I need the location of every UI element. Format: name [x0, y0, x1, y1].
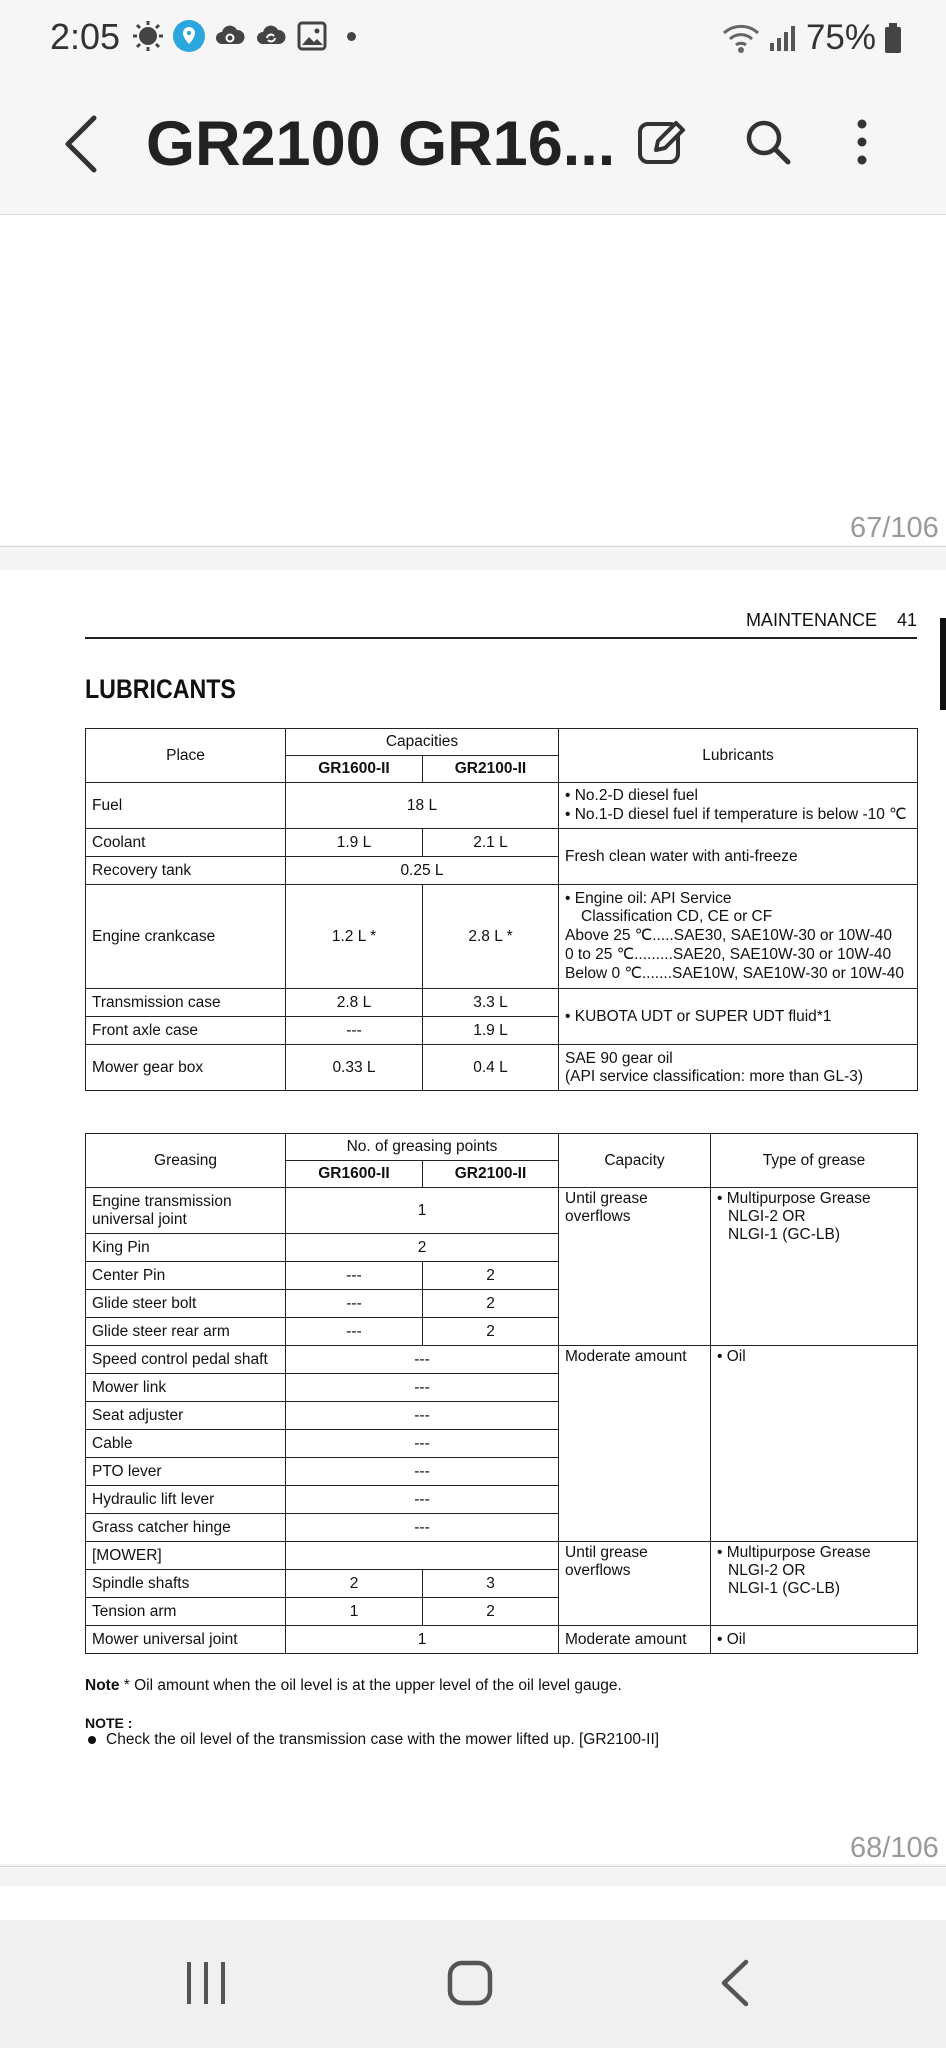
header-cell: Capacities	[286, 729, 559, 756]
page-header	[85, 610, 917, 639]
table-cell: Moderate amount	[559, 1626, 711, 1654]
table-cell: Glide steer rear arm	[86, 1318, 286, 1346]
document-title: GR2100 GR16...	[146, 109, 616, 179]
page-indicator-current: 68/106	[850, 1832, 939, 1864]
table-cell: • Oil	[711, 1346, 918, 1542]
table-cell: Hydraulic lift lever	[86, 1486, 286, 1514]
header-cell: No. of greasing points	[286, 1134, 559, 1161]
bullet-icon	[88, 1736, 96, 1744]
header-cell: Greasing	[86, 1134, 286, 1188]
brightness-icon	[132, 20, 164, 52]
table-cell	[559, 885, 918, 989]
table-cell: Front axle case	[86, 1017, 286, 1045]
table-cell: 2	[286, 1234, 559, 1262]
table-row	[86, 783, 918, 829]
header-cell: GR1600-II	[286, 756, 423, 783]
battery-icon	[884, 22, 902, 54]
table-row	[86, 885, 918, 989]
cell-line: • Multipurpose Grease	[717, 1190, 871, 1207]
table-cell: 1.2 L *	[286, 885, 423, 989]
table-cell: 1	[286, 1626, 559, 1654]
more-notifications-dot	[347, 32, 356, 41]
page-separator	[0, 1866, 946, 1867]
location-app-icon	[173, 20, 205, 52]
table-cell: 3	[423, 1570, 559, 1598]
table-cell: 0.25 L	[286, 857, 559, 885]
table-cell: 2	[423, 1262, 559, 1290]
table-cell: ---	[286, 1514, 559, 1542]
gallery-icon	[296, 20, 328, 52]
lubricants-table	[85, 728, 918, 1091]
table-cell: 3.3 L	[423, 989, 559, 1017]
recent-apps-button[interactable]	[184, 1960, 228, 2006]
table-cell	[711, 1188, 918, 1346]
table-cell: ---	[286, 1486, 559, 1514]
table-cell: • KUBOTA UDT or SUPER UDT fluid*1	[559, 989, 918, 1045]
more-options-icon[interactable]	[834, 114, 890, 170]
table-cell: 0.33 L	[286, 1045, 423, 1091]
table-row	[86, 729, 918, 756]
table-cell	[711, 1542, 918, 1626]
table-cell: Mower gear box	[86, 1045, 286, 1091]
status-bar	[0, 0, 946, 78]
cell-line: 0 to 25 ℃.........SAE20, SAE10W-30 or 10W-40	[565, 946, 892, 963]
header-cell: Type of grease	[711, 1134, 918, 1188]
table-cell: Moderate amount	[559, 1346, 711, 1542]
table-cell: Seat adjuster	[86, 1402, 286, 1430]
table-cell: Center Pin	[86, 1262, 286, 1290]
cell-line: • No.1-D diesel fuel if temperature is below -10 ℃	[565, 806, 907, 823]
cell-line: • Multipurpose Grease	[717, 1544, 871, 1561]
cell-line: • Engine oil: API Service	[565, 890, 732, 907]
notification-icons	[132, 20, 356, 52]
table-cell: Glide steer bolt	[86, 1290, 286, 1318]
table-cell: Until grease overflows	[559, 1188, 711, 1346]
header-cell: Place	[86, 729, 286, 783]
table-cell: 1.9 L	[286, 829, 423, 857]
table-row	[86, 1346, 918, 1374]
search-icon[interactable]	[740, 114, 796, 170]
table-cell: 2	[423, 1318, 559, 1346]
table-cell: Recovery tank	[86, 857, 286, 885]
table-cell: ---	[286, 1346, 559, 1374]
page-indicator-prev: 67/106	[850, 512, 939, 544]
table-row	[86, 829, 918, 857]
table-cell: King Pin	[86, 1234, 286, 1262]
table-cell: 0.4 L	[423, 1045, 559, 1091]
cell-line: • No.2-D diesel fuel	[565, 787, 698, 804]
table-cell: ---	[286, 1430, 559, 1458]
signal-icon	[768, 23, 798, 53]
table-row	[86, 1542, 918, 1570]
table-cell: 2.8 L	[286, 989, 423, 1017]
table-cell: Grass catcher hinge	[86, 1514, 286, 1542]
header-cell: GR2100-II	[423, 756, 559, 783]
table-cell: 1	[286, 1188, 559, 1234]
header-cell: GR1600-II	[286, 1161, 423, 1188]
table-cell: Speed control pedal shaft	[86, 1346, 286, 1374]
table-row	[86, 989, 918, 1017]
header-cell: Capacity	[559, 1134, 711, 1188]
cloud-sync-icon	[214, 20, 246, 52]
section-heading: LUBRICANTS	[85, 674, 236, 704]
table-cell: ---	[286, 1458, 559, 1486]
document-page	[0, 570, 946, 1864]
app-bar	[0, 78, 946, 215]
page-separator	[0, 546, 946, 547]
table-cell: PTO lever	[86, 1458, 286, 1486]
previous-page	[0, 215, 946, 545]
cell-line: (API service classification: more than GL-3)	[565, 1067, 864, 1085]
table-cell: 2.1 L	[423, 829, 559, 857]
table-cell: [MOWER]	[86, 1542, 286, 1570]
table-cell: ---	[286, 1318, 423, 1346]
table-cell: 2	[423, 1598, 559, 1626]
table-cell: • Oil	[711, 1626, 918, 1654]
header-cell: Lubricants	[559, 729, 918, 783]
note-item	[88, 1731, 659, 1749]
table-cell: Engine crankcase	[86, 885, 286, 989]
wifi-icon	[722, 22, 760, 54]
cell-line: NLGI-2 OR	[728, 1562, 806, 1579]
table-cell: ---	[286, 1402, 559, 1430]
footnote-text: * Oil amount when the oil level is at the upper level of the oil level gauge.	[123, 1677, 622, 1694]
home-button[interactable]	[447, 1960, 493, 2006]
footnote-label: Note	[85, 1677, 120, 1694]
table-cell: Tension arm	[86, 1598, 286, 1626]
cell-line: SAE 90 gear oil	[565, 1049, 673, 1067]
table-row	[86, 1045, 918, 1091]
system-indicators	[722, 18, 902, 58]
table-cell: Spindle shafts	[86, 1570, 286, 1598]
edit-icon[interactable]	[634, 114, 690, 170]
next-page-edge	[0, 1886, 946, 1920]
cell-line: NLGI-2 OR	[728, 1208, 806, 1225]
table-row	[86, 1134, 918, 1161]
greasing-table	[85, 1133, 918, 1654]
table-cell: 2.8 L *	[423, 885, 559, 989]
table-row	[86, 1626, 918, 1654]
battery-percent: 75%	[805, 18, 876, 57]
table-cell: 1	[286, 1598, 423, 1626]
table-cell: Transmission case	[86, 989, 286, 1017]
footnote	[85, 1677, 622, 1695]
table-cell: Coolant	[86, 829, 286, 857]
table-cell: Mower link	[86, 1374, 286, 1402]
status-time: 2:05	[50, 16, 121, 57]
cell-line: NLGI-1 (GC-LB)	[728, 1580, 840, 1597]
table-cell: 2	[286, 1570, 423, 1598]
table-cell	[559, 1045, 918, 1091]
table-cell: ---	[286, 1290, 423, 1318]
note-label: NOTE :	[85, 1715, 133, 1731]
edge-tab-marker	[940, 618, 946, 710]
cell-line: Below 0 ℃.......SAE10W, SAE10W-30 or 10W-40	[565, 965, 905, 982]
table-cell: Until grease overflows	[559, 1542, 711, 1626]
table-cell: Engine transmission universal joint	[86, 1188, 286, 1234]
cell-line: Above 25 ℃.....SAE30, SAE10W-30 or 10W-40	[565, 927, 893, 944]
table-row	[86, 1188, 918, 1234]
table-cell	[559, 783, 918, 829]
cell-line: Classification CD, CE or CF	[581, 908, 773, 925]
table-cell	[286, 1542, 559, 1570]
navigation-bar	[0, 1920, 946, 2048]
table-cell: Mower universal joint	[86, 1626, 286, 1654]
header-cell: GR2100-II	[423, 1161, 559, 1188]
note-text: Check the oil level of the transmission case with the mower lifted up. [GR2100-II]	[106, 1731, 660, 1748]
table-cell: Cable	[86, 1430, 286, 1458]
table-cell: 18 L	[286, 783, 559, 829]
table-cell: ---	[286, 1017, 423, 1045]
nav-back-button[interactable]	[718, 1958, 752, 2008]
table-cell: ---	[286, 1374, 559, 1402]
table-cell: ---	[286, 1262, 423, 1290]
doc-page-number: 41	[896, 610, 917, 630]
table-cell: 2	[423, 1290, 559, 1318]
cloud-refresh-icon	[255, 20, 287, 52]
table-cell: Fresh clean water with anti-freeze	[559, 829, 918, 885]
section-header: MAINTENANCE	[745, 610, 877, 630]
table-cell: Fuel	[86, 783, 286, 829]
cell-line: NLGI-1 (GC-LB)	[728, 1226, 840, 1243]
table-cell: 1.9 L	[423, 1017, 559, 1045]
back-button[interactable]	[58, 112, 106, 176]
